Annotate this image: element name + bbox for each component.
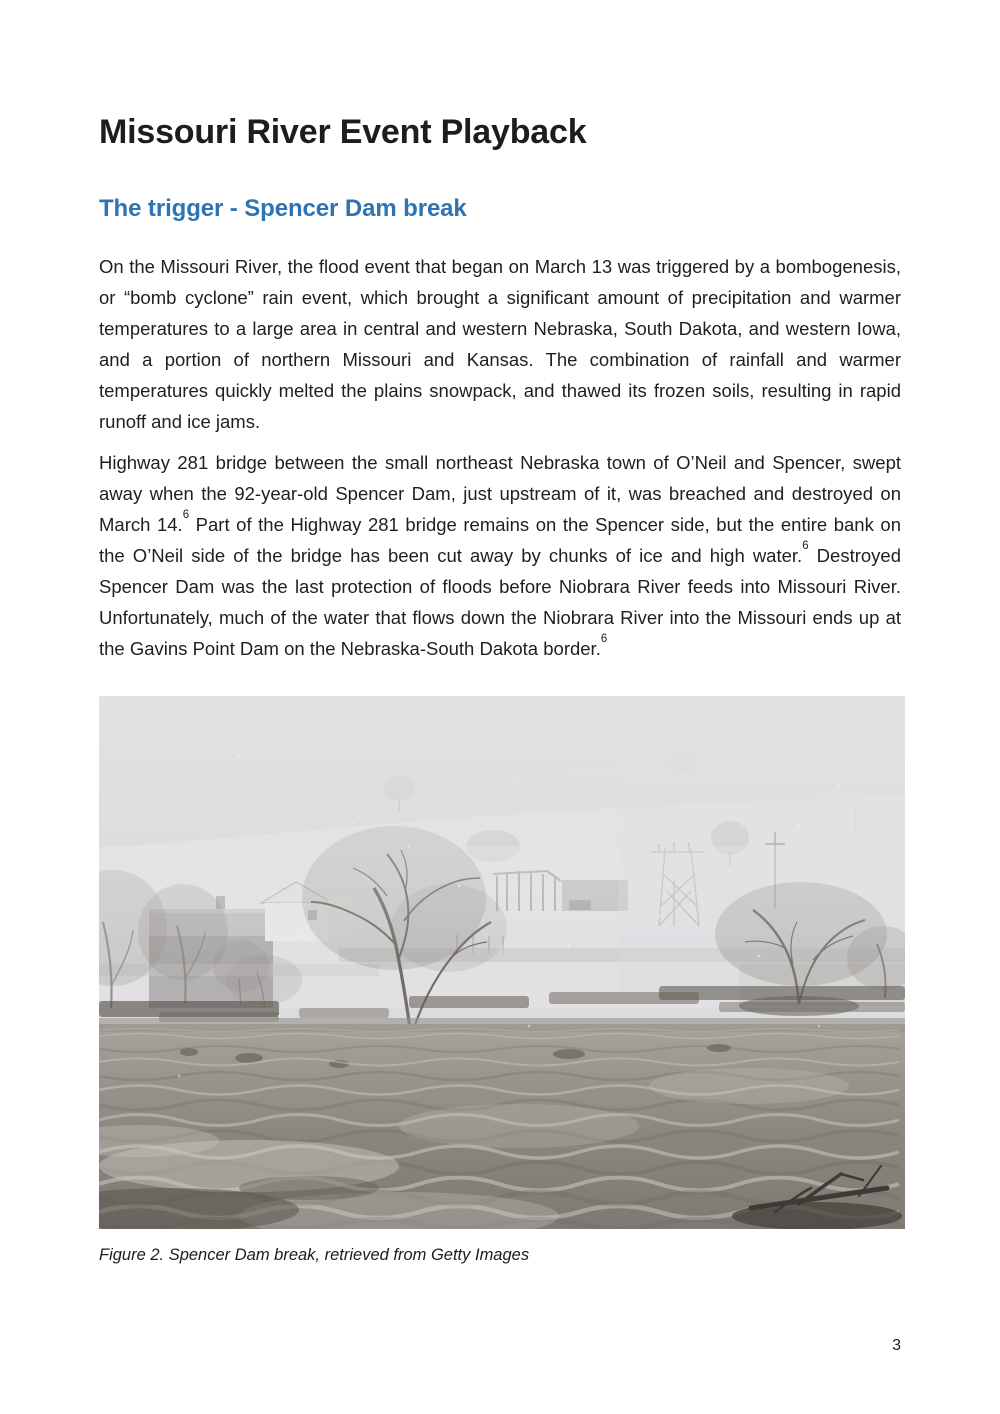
footnote-ref-6: 6 <box>182 509 190 522</box>
paragraph-2-text-a: Highway 281 bridge between the small northeast Nebraska town of O’Neil and Spencer, swept away when the 92-year-old Spencer Dam, just upstream of it, was breached and destroyed on March 14. <box>99 452 901 536</box>
figure-photo <box>99 696 905 1229</box>
figure <box>99 696 901 1266</box>
paragraph-2 <box>99 447 901 664</box>
fog-overlay <box>99 696 905 1229</box>
paragraph-1 <box>99 251 901 437</box>
paragraph-1-text: On the Missouri River, the flood event that began on March 13 was triggered by a bombogenesis, or “bomb cyclone” rain event, which brought a significant amount of precipitation and warmer temperatures to a large area in central and western Nebraska, South Dakota, and western Iowa, and a portion of northern Missouri and Kansas. The combination of rainfall and warmer temperatures quickly melted the plains snowpack, and thawed its frozen soils, resulting in rapid runoff and ice jams. <box>99 256 901 433</box>
section-heading: The trigger - Spencer Dam break <box>99 195 467 223</box>
flood-scene-illustration <box>99 696 905 1229</box>
paragraph-2-text-c: Destroyed Spencer Dam was the last protection of floods before Niobrara River feeds into Missouri River. Unfortunately, much of the water that flows down the Niobrara River into the Missouri ends up at the Gavins Point Dam on the Nebraska-South Dakota border. <box>99 545 901 660</box>
footnote-ref-6: 6 <box>802 540 809 553</box>
content-column <box>99 0 901 1267</box>
figure-caption: Figure 2. Spencer Dam break, retrieved from Getty Images <box>99 1246 530 1265</box>
footnote-ref-6: 6 <box>600 633 608 646</box>
page-number: 3 <box>892 1337 901 1354</box>
paragraph-2-text-b: Part of the Highway 281 bridge remains on the Spencer side, but the entire bank on the O’Neil side of the bridge has been cut away by chunks of ice and high water. <box>99 514 901 567</box>
page-title: Missouri River Event Playback <box>99 113 587 151</box>
